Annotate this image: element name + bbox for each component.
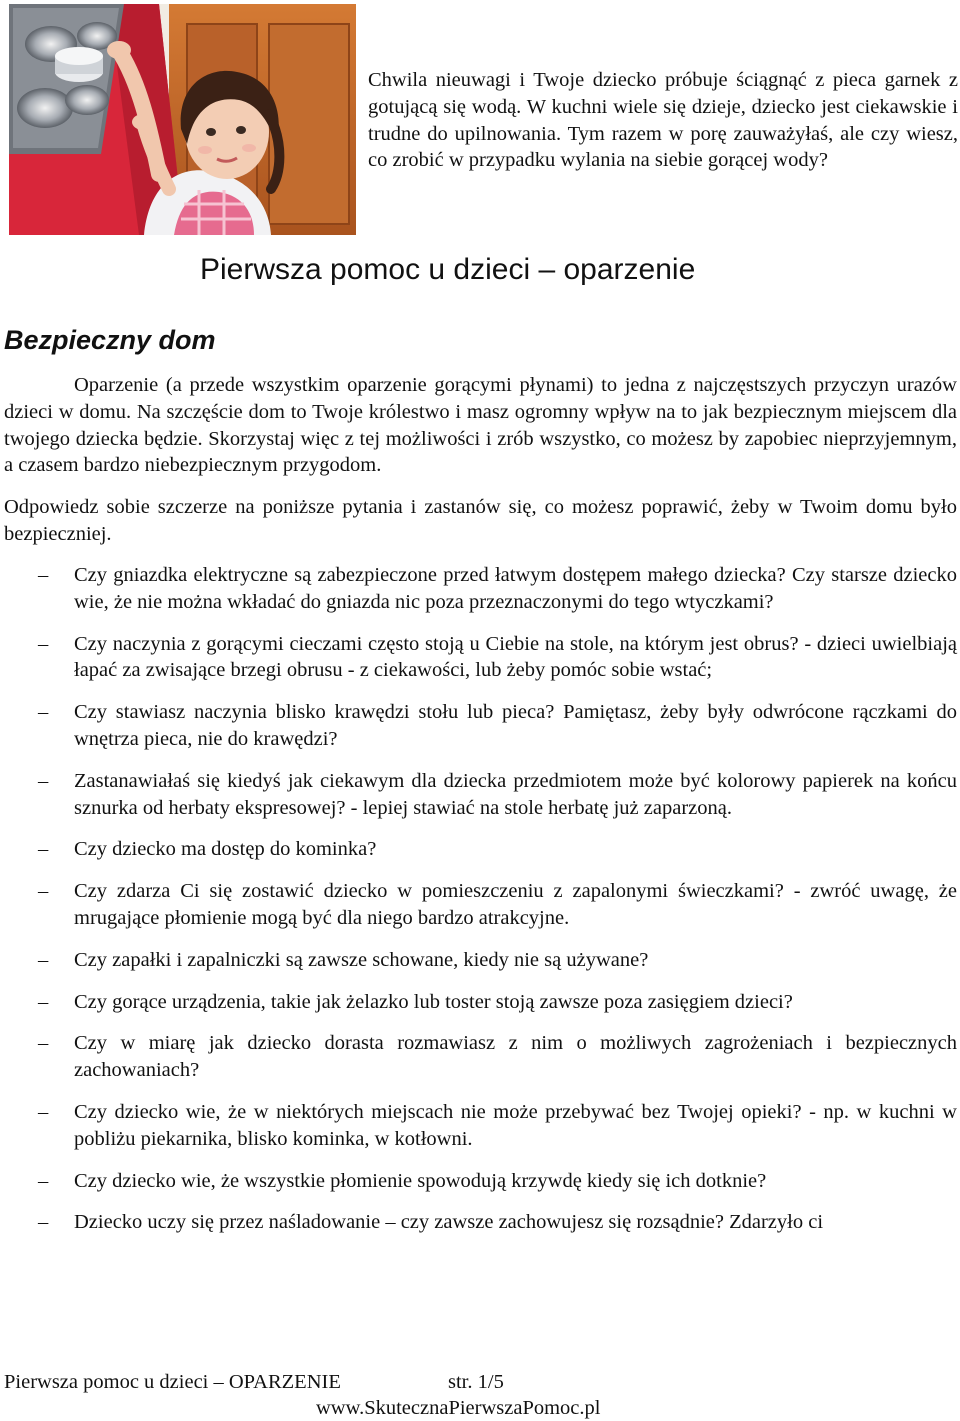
list-dash: –	[38, 769, 49, 792]
list-dash: –	[38, 1211, 49, 1234]
safety-questions-list	[0, 562, 960, 1251]
list-item-text: Dziecko uczy się przez naśladowanie – czy zawsze zachowujesz się rozsądnie? Zdarzyło ci	[74, 1211, 824, 1234]
list-dash: –	[38, 632, 49, 655]
list-item-text: Czy naczynia z gorącymi cieczami często stoją u Ciebie na stole, na którym jest obrus? - dzieci uwielbiają łapać za zwisające brzegi obrusu - z ciekawości, lub żeby pomóc sobie wstać;	[74, 632, 957, 682]
list-item	[0, 631, 957, 685]
list-item	[0, 1168, 957, 1195]
child-at-stove-photo	[9, 4, 356, 235]
list-item	[0, 1030, 957, 1084]
list-item	[0, 562, 957, 616]
list-item-text: Czy stawiasz naczynia blisko krawędzi stołu lub pieca? Pamiętasz, żeby były odwrócone rączkami do wnętrza pieca, nie do krawędzi?	[74, 701, 957, 750]
section-heading: Bezpieczny dom	[4, 325, 216, 355]
list-dash: –	[38, 880, 49, 903]
list-item	[0, 989, 957, 1016]
list-item	[0, 947, 957, 974]
list-dash: –	[38, 1100, 49, 1123]
child-at-stove-illustration	[9, 4, 356, 235]
intro-paragraph: Chwila nieuwagi i Twoje dziecko próbuje ściągnąć z pieca garnek z gotującą się wodą. W kuchni wiele się dzieje, dziecko jest ciekawskie i trudne do upilnowania. Tym razem w porę zauważyłaś, ale czy wiesz, co zrobić w przypadku wylania na siebie gorącej wody?	[368, 69, 958, 172]
list-item-text: Czy w miarę jak dziecko dorasta rozmawiasz z nim o możliwych zagrożeniach i bezpiecznych zachowaniach?	[74, 1032, 957, 1082]
footer-title: Pierwsza pomoc u dzieci – OPARZENIE	[4, 1371, 341, 1393]
list-dash: –	[38, 1169, 49, 1192]
list-dash: –	[38, 564, 49, 586]
list-item-text: Czy dziecko wie, że w niektórych miejscach nie może przebywać bez Twojej opieki? - np. w kuchni w pobliżu piekarnika, blisko kominka, w kotłowni.	[74, 1100, 957, 1150]
list-item-text: Czy zapałki i zapalniczki są zawsze schowane, kiedy nie są używane?	[74, 948, 649, 971]
footer-url: www.SkutecznaPierwszaPomoc.pl	[316, 1397, 601, 1419]
list-item	[0, 836, 957, 863]
list-item-text: Czy zdarza Ci się zostawić dziecko w pomieszczeniu z zapalonymi świeczkami? - zwróć uwagę, że mrugające płomienie mogą być dla niego bardzo atrakcyjne.	[74, 880, 957, 929]
list-item-text: Czy dziecko ma dostęp do kominka?	[74, 838, 377, 861]
list-item-text: Czy dziecko wie, że wszystkie płomienie spowodują krzywdę kiedy się ich dotknie?	[74, 1169, 767, 1192]
list-dash: –	[38, 838, 49, 861]
list-item	[0, 878, 957, 932]
list-item	[0, 1099, 957, 1153]
list-item	[0, 699, 957, 753]
list-dash: –	[38, 1032, 49, 1055]
body-paragraph: Odpowiedz sobie szczerze na poniższe pytania i zastanów się, co możesz poprawić, żeby w Twoim domu było bezpieczniej.	[4, 496, 957, 545]
list-item	[0, 1209, 957, 1236]
page-number: str. 1/5	[448, 1371, 504, 1393]
list-item-text: Czy gniazdka elektryczne są zabezpieczone przed łatwym dostępem małego dziecka? Czy starsze dziecko wie, że nie można wkładać do gniazda nic poza przeznaczonymi do tego wtyczkami?	[74, 564, 957, 613]
body-paragraph: Oparzenie (a przede wszystkim oparzenie gorącymi płynami) to jedna z najczęstszych przyczyn urazów dzieci w domu. Na szczęście dom to Twoje królestwo i masz ogromny wpływ na to jak bezpiecznym miejscem dla twojego dziecka będzie. Skorzystaj więc z tej możliwości i zrób wszystko, co możesz by zapobiec nieprzyjemnym, a czasem bardzo niebezpiecznym przygodom.	[4, 374, 957, 477]
list-dash: –	[38, 948, 49, 971]
list-item-text: Zastanawiałaś się kiedyś jak ciekawym dla dziecka przedmiotem może być kolorowy papierek na końcu sznurka od herbaty ekspresowej? - lepiej stawiać na stole herbatę już zaparzoną.	[74, 769, 957, 819]
page-title: Pierwsza pomoc u dzieci – oparzenie	[200, 253, 696, 286]
list-dash: –	[38, 701, 49, 724]
list-dash: –	[38, 990, 49, 1013]
list-item	[0, 768, 957, 822]
list-item-text: Czy gorące urządzenia, takie jak żelazko lub toster stoją zawsze poza zasięgiem dzieci?	[74, 990, 793, 1013]
